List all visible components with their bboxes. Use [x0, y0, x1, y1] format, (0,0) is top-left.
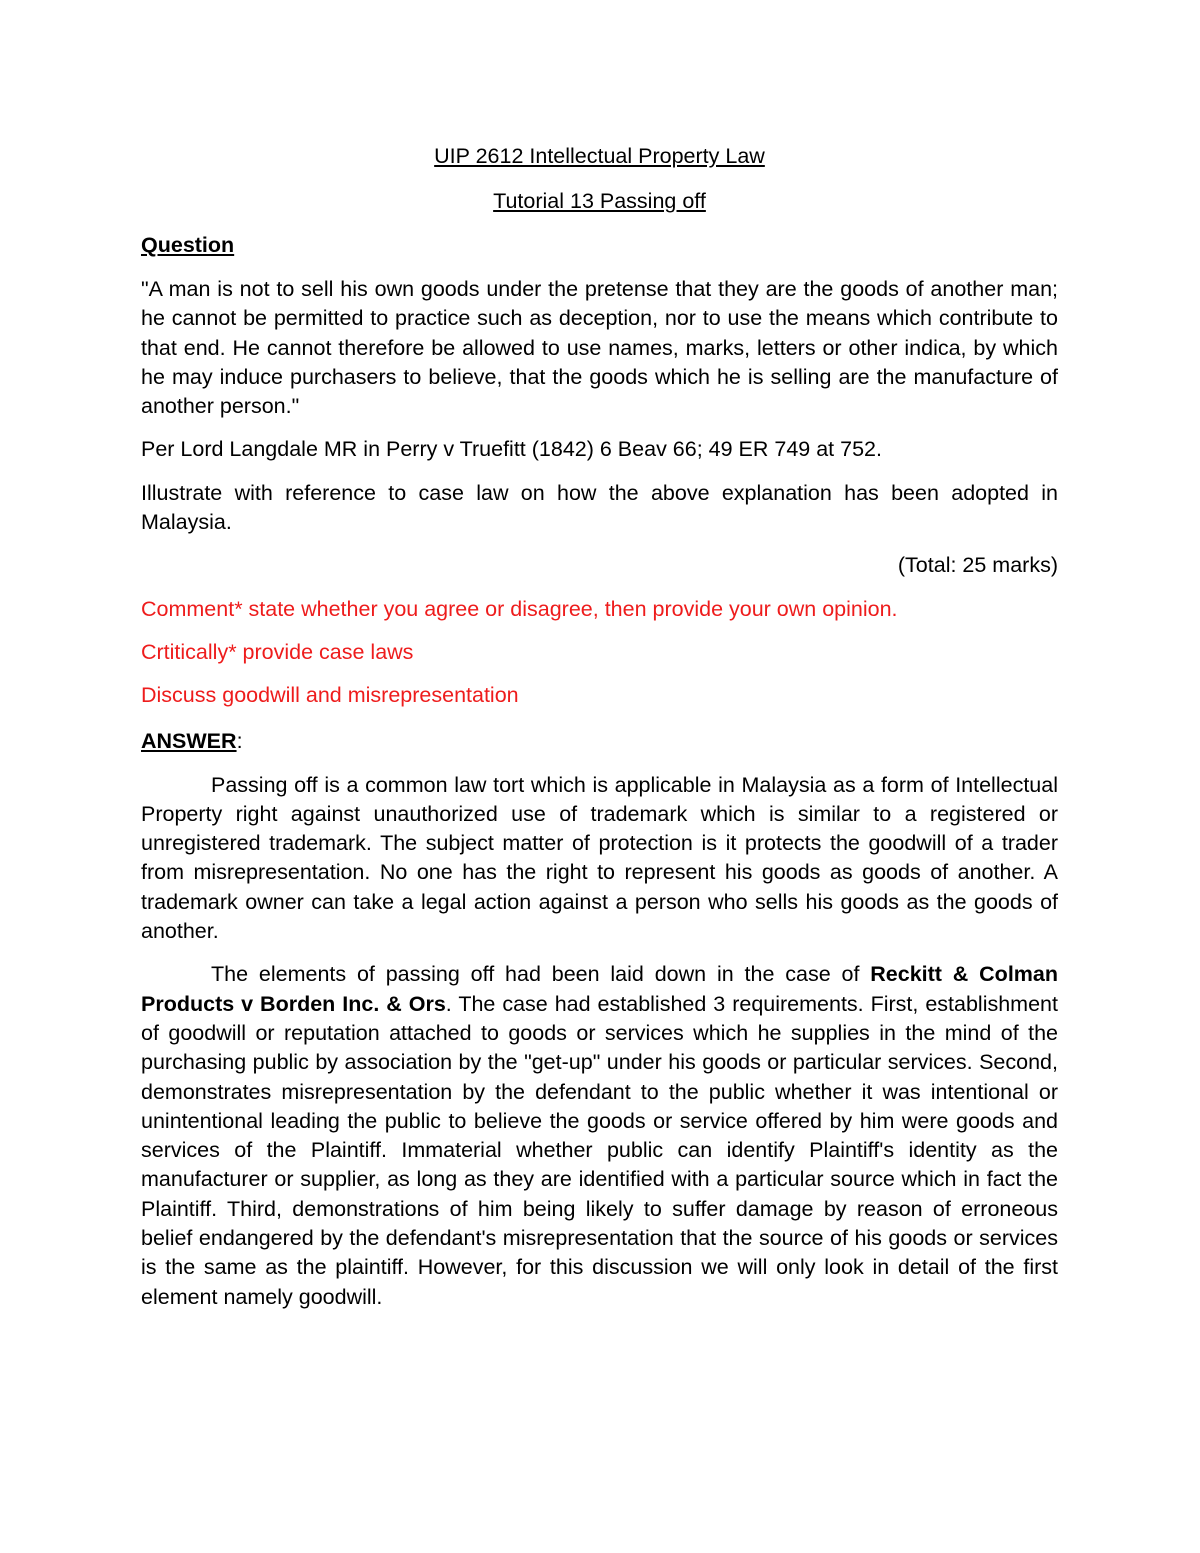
comment-line-1: Comment* state whether you agree or disagree, then provide your own opinion. — [141, 596, 898, 621]
document-title: UIP 2612 Intellectual Property Law — [434, 144, 765, 168]
total-marks: (Total: 25 marks) — [897, 553, 1058, 578]
quote-citation: Per Lord Langdale MR in Perry v Truefitt (1842) 6 Beav 66; 49 ER 749 at 752. — [141, 437, 882, 462]
answer-heading: ANSWER — [141, 728, 237, 753]
paragraph-2-rest: . The case had established 3 requirements. First, establishment of goodwill or reputation attached to goods or services which he supplies in the mind of the purchasing public by association by the "get-up" under his goods or particular services. Second, demonstrates misrepresentation by the defendant to the public whether it was intentional or unintentional leading the public to believe the goods or service offered by him were goods and services of the Plaintiff. Immaterial whether public can identify Plaintiff's identity as the manufacturer or supplier, as long as they are identified with a particular source which in fact the Plaintiff. Third, demonstrations of him being likely to suffer damage by reason of erroneous belief endangered by the defendant's misrepresentation that the source of his goods or services is the same as the plaintiff. However, for this discussion we will only look in detail of the first element namely goodwill. — [141, 991, 1058, 1309]
question-heading: Question — [141, 233, 235, 257]
answer-paragraph-1: Passing off is a common law tort which is applicable in Malaysia as a form of Intellectual Property right against unauthorized use of trademark which is similar to a registered or unregistered trademark. The subject matter of protection is it protects the goodwill of a trader from misrepresentation. No one has the right to represent his goods as goods of another. A trademark owner can take a legal action against a person who sells his goods as the goods of another. — [141, 772, 1058, 944]
question-instruction: Illustrate with reference to case law on how the above explanation has been adopted in Malaysia. — [141, 480, 1058, 535]
case-name: Reckitt & Colman Products v Borden Inc. & Ors — [141, 962, 1058, 1016]
comment-line-3: Discuss goodwill and misrepresentation — [141, 683, 519, 708]
paragraph-2-lead: The elements of passing off had been laid down in the case of — [211, 962, 871, 987]
question-quote: "A man is not to sell his own goods under the pretense that they are the goods of another man; he cannot be permitted to practice such as deception, nor to use the means which contribute to that end. He cannot therefore be allowed to use names, marks, letters or other indica, by which he may induce purchasers to believe, that the goods which he is selling are the manufacture of another person." — [141, 277, 1058, 419]
document-page — [141, 140, 1058, 1312]
answer-paragraph-2 — [141, 960, 1058, 1312]
comment-line-2: Crtitically* provide case laws — [141, 639, 414, 664]
answer-colon: : — [236, 728, 243, 753]
answer-heading-line — [141, 725, 1058, 757]
document-subtitle: Tutorial 13 Passing off — [493, 189, 706, 213]
